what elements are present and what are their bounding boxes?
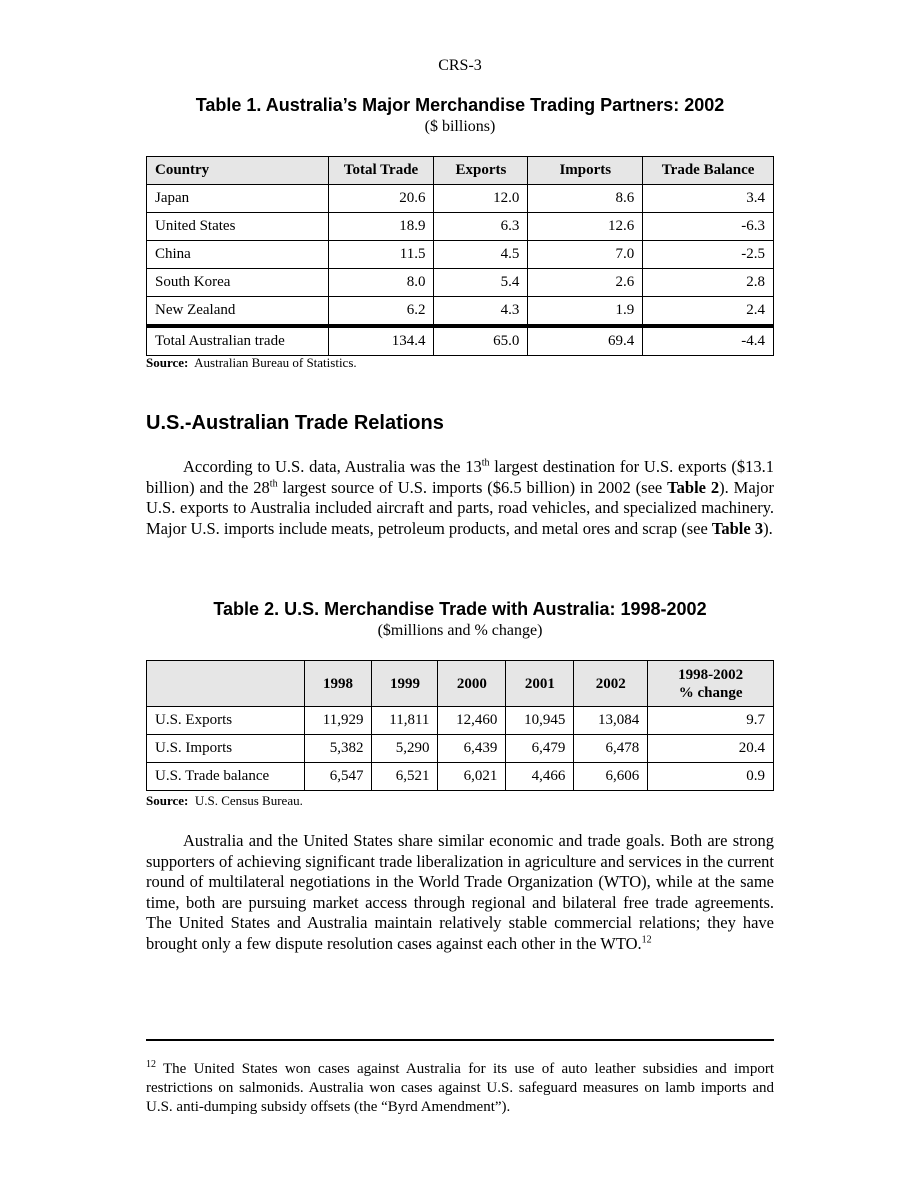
- table1-cell-total: 8.0: [328, 269, 434, 297]
- table1-cell-imports: 7.0: [528, 241, 643, 269]
- table1-source-label: Source:: [146, 355, 189, 370]
- table2-cell-1999: 6,521: [372, 763, 438, 791]
- table1-total-balance: -4.4: [643, 326, 774, 356]
- table1-header-exports: Exports: [434, 157, 528, 185]
- table1: [146, 156, 774, 356]
- table1-cell-imports: 8.6: [528, 185, 643, 213]
- table2-cell-label: U.S. Trade balance: [147, 763, 305, 791]
- para1-text-5: ).: [763, 518, 773, 538]
- table2-source-text: U.S. Census Bureau.: [194, 793, 303, 808]
- table2-cell-label: U.S. Exports: [147, 707, 305, 735]
- table2-header-1999: 1999: [372, 661, 438, 707]
- table2-header-2001: 2001: [506, 661, 574, 707]
- table1-title: Table 1. Australia’s Major Merchandise Trading Partners: 2002: [195, 95, 725, 115]
- table-row: [147, 735, 774, 763]
- table2-cell-2000: 6,439: [438, 735, 506, 763]
- para1-text-4: ). Major U.S. exports to Australia included aircraft and parts, road vehicles, and specialized machinery. Major U.S. imports include meats, petroleum products, and metal ores and scrap (see: [146, 477, 774, 538]
- table1-header-imports: Imports: [528, 157, 643, 185]
- table2-cell-2001: 10,945: [506, 707, 574, 735]
- para1-text-3: largest source of U.S. imports ($6.5 billion) in 2002 (see: [277, 477, 668, 497]
- table1-cell-balance: -6.3: [643, 213, 774, 241]
- table2-cell-change: 0.9: [648, 763, 774, 791]
- table2-header-2002: 2002: [574, 661, 648, 707]
- table1-cell-balance: 2.8: [643, 269, 774, 297]
- table-row: [147, 297, 774, 327]
- table1-cell-imports: 12.6: [528, 213, 643, 241]
- table1-header-trade-balance: Trade Balance: [643, 157, 774, 185]
- table2-source-label: Source:: [146, 793, 189, 808]
- table1-total-exports: 65.0: [434, 326, 528, 356]
- footnote-number: 12: [146, 1059, 156, 1070]
- para1-table3-ref: Table 3: [711, 518, 764, 538]
- table1-cell-country: United States: [147, 213, 329, 241]
- table1-cell-imports: 1.9: [528, 297, 643, 327]
- table1-cell-country: Japan: [147, 185, 329, 213]
- table2-header-1998: 1998: [304, 661, 372, 707]
- table1-header-total-trade: Total Trade: [328, 157, 434, 185]
- table1-total-trade: 134.4: [328, 326, 434, 356]
- table1-total-row: [147, 326, 774, 356]
- table2-cell-label: U.S. Imports: [147, 735, 305, 763]
- footnote-reference: 12: [641, 934, 652, 945]
- table1-cell-exports: 4.3: [434, 297, 528, 327]
- para1-superscript-1: th: [481, 457, 490, 469]
- table2-header-change: [648, 661, 774, 707]
- table-row: [147, 241, 774, 269]
- table2-cell-change: 9.7: [648, 707, 774, 735]
- table1-header-country: Country: [147, 157, 329, 185]
- table1-cell-exports: 12.0: [434, 185, 528, 213]
- table2-cell-2002: 6,606: [574, 763, 648, 791]
- table2-subtitle: ($millions and % change): [377, 622, 543, 639]
- table1-source: [146, 355, 357, 371]
- paragraph-economic-goals: [146, 831, 774, 954]
- table2-header-blank: [147, 661, 305, 707]
- table1-cell-imports: 2.6: [528, 269, 643, 297]
- table1-cell-exports: 6.3: [434, 213, 528, 241]
- table1-total-label: Total Australian trade: [147, 326, 329, 356]
- table1-total-imports: 69.4: [528, 326, 643, 356]
- table1-cell-total: 20.6: [328, 185, 434, 213]
- table2-header-2000: 2000: [438, 661, 506, 707]
- table2-cell-1998: 5,382: [304, 735, 372, 763]
- table-row: [147, 269, 774, 297]
- table2-cell-change: 20.4: [648, 735, 774, 763]
- table1-header-row: [147, 157, 774, 185]
- para1-superscript-2: th: [269, 478, 278, 489]
- table2-cell-2002: 6,478: [574, 735, 648, 763]
- table2-cell-1998: 6,547: [304, 763, 372, 791]
- table2-cell-1998: 11,929: [304, 707, 372, 735]
- table1-cell-exports: 4.5: [434, 241, 528, 269]
- footnote-divider: [146, 1039, 774, 1041]
- table2-header-change-pct: % change: [678, 684, 743, 701]
- table1-source-text: Australian Bureau of Statistics.: [194, 355, 357, 370]
- table2-cell-2002: 13,084: [574, 707, 648, 735]
- table-row: [147, 763, 774, 791]
- footnote: [146, 1060, 774, 1117]
- table2-cell-1999: 11,811: [372, 707, 438, 735]
- table1-cell-total: 18.9: [328, 213, 434, 241]
- table2-cell-2000: 6,021: [438, 763, 506, 791]
- table2-cell-2001: 6,479: [506, 735, 574, 763]
- table1-cell-total: 11.5: [328, 241, 434, 269]
- table-row: [147, 707, 774, 735]
- table2-header-change-years: 1998-2002: [678, 666, 744, 683]
- table1-cell-balance: 2.4: [643, 297, 774, 327]
- table1-cell-country: New Zealand: [147, 297, 329, 327]
- para2-text: Australia and the United States share similar economic and trade goals. Both are strong supporters of achieving significant trade liberalization in agriculture and services in the current round of multilateral negotiations in the World Trade Organization (WTO), while at the same time, both are pursuing market access through regional and bilateral free trade agreements. The United States and Australia maintain relatively stable commercial relations; they have brought only a few dispute resolution cases against each other in the WTO.: [146, 831, 774, 953]
- table1-cell-exports: 5.4: [434, 269, 528, 297]
- table2-cell-2000: 12,460: [438, 707, 506, 735]
- section-heading: U.S.-Australian Trade Relations: [146, 412, 444, 434]
- table1-subtitle: ($ billions): [424, 118, 496, 135]
- table1-cell-total: 6.2: [328, 297, 434, 327]
- table2-cell-1999: 5,290: [372, 735, 438, 763]
- para1-text-2: largest destination for U.S. exports ($13.1 billion) and the 28: [146, 457, 774, 497]
- para1-table2-ref: Table 2: [667, 477, 720, 497]
- table2-title: Table 2. U.S. Merchandise Trade with Australia: 1998-2002: [213, 599, 707, 619]
- table-row: [147, 213, 774, 241]
- table1-cell-balance: 3.4: [643, 185, 774, 213]
- paragraph-trade-relations: [146, 457, 774, 539]
- table2-source: [146, 793, 303, 809]
- footnote-text: The United States won cases against Australia for its use of auto leather subsidies and import restrictions on salmonids. Australia won cases against U.S. safeguard measures on lamb imports and U.S. anti-dumping subsidy offsets (the “Byrd Amendment”).: [146, 1061, 774, 1115]
- table2-cell-2001: 4,466: [506, 763, 574, 791]
- table1-cell-balance: -2.5: [643, 241, 774, 269]
- table-row: [147, 185, 774, 213]
- table2: [146, 660, 774, 791]
- para1-text-1: According to U.S. data, Australia was the 13: [183, 457, 482, 476]
- page-number: CRS-3: [438, 57, 482, 74]
- table1-cell-country: China: [147, 241, 329, 269]
- table2-header-row: [147, 661, 774, 707]
- table1-cell-country: South Korea: [147, 269, 329, 297]
